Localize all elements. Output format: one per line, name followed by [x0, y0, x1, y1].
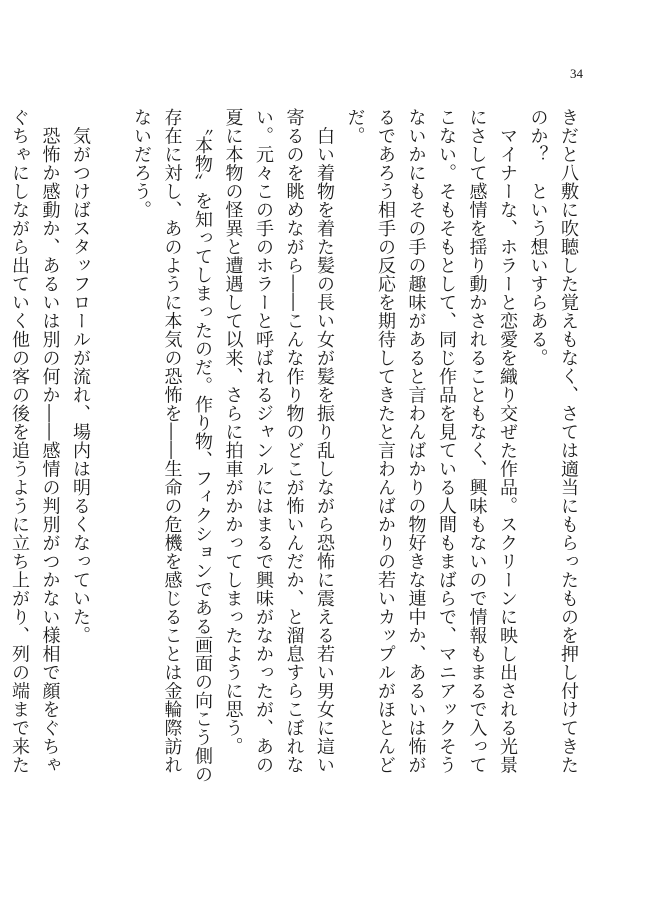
blank-line	[95, 108, 126, 788]
paragraph-1: きだと八敷に吹聴した覚えもなく、さては適当にもらったものを押し付けてきたのか？ という想いすらある。	[527, 108, 579, 774]
paragraph-4: 〝本物〟を知ってしまったのだ。作り物、フィクションである画面の向こう側の存在に対し、あのように本気の恐怖を――生命の危機を感じることは金輪際訪れないだろう。	[131, 108, 213, 784]
paragraph-2: マイナーな、ホラーと恋愛を織り交ぜた作品。スクリーンに映し出される光景にさして感情を揺り動かされることもなく、興味もないので情報もまるで入ってこない。そもそもとして、同じ作品を見ている人間もまばらで、マニアックそうないかにもその手の趣味があると言わんばかりの物好きな連中か、あるいは怖がるであろう相手の反応を期待してきたと言わんばかりの若いカップルがほとんどだ。	[344, 108, 518, 774]
page-number: 34	[570, 66, 583, 81]
paragraph-6: 恐怖か感動か、あるいは別の何か――感情の判別がつかない様相で顔をぐちゃぐちゃにしながら出ていく他の客の後を追うように立ち上がり、列の端まで来た	[9, 108, 61, 774]
paragraph-5: 気がつけばスタッフロールが流れ、場内は明るくなっていた。	[70, 108, 91, 645]
body-text	[0, 108, 583, 788]
paragraph-3: 白い着物を着た髪の長い女が髪を振り乱しながら恐怖に震える若い男女に這い寄るのを眺めながら――こんな作り物のどこが怖いんだか、と溜息すらこぼれない。元々この手のホラーと呼ばれるジャンルにはまるで興味がなかったが、あの夏に本物の怪異と遭遇して以来、さらに拍車がかかってしまったように思う。	[222, 108, 335, 774]
